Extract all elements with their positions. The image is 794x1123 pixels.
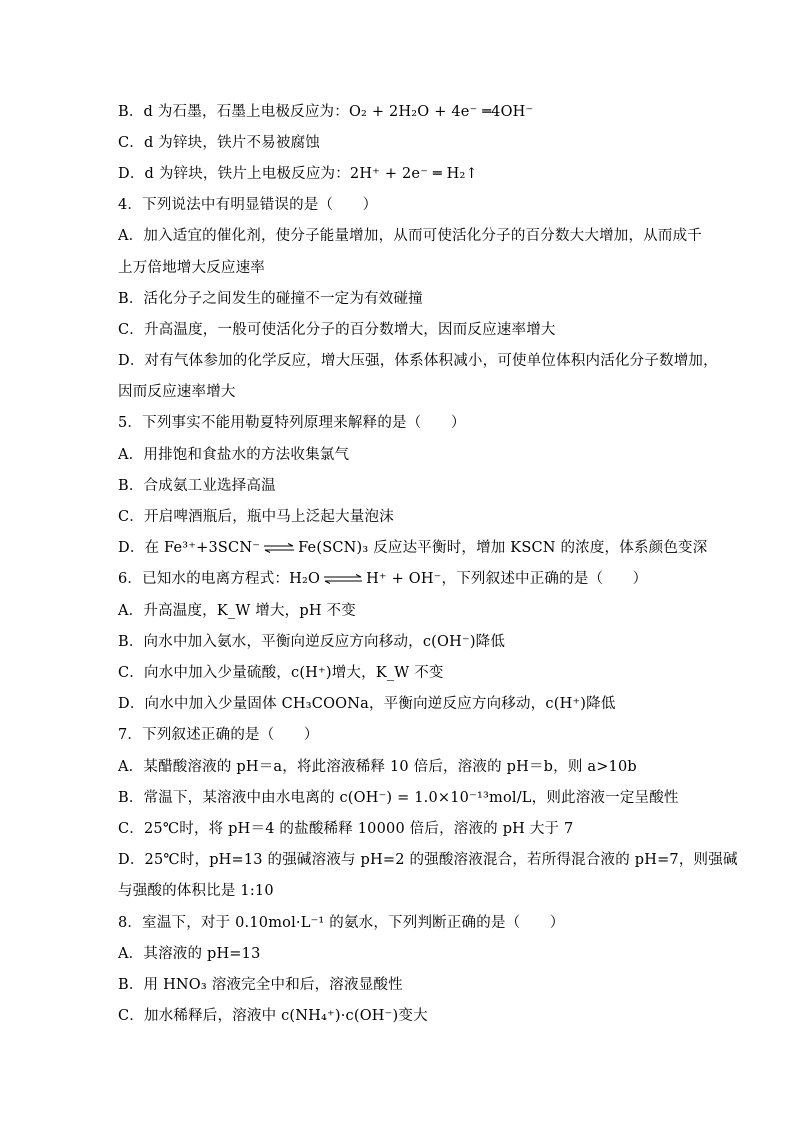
q8-stem: 8．室温下，对于 0.10mol·L⁻¹ 的氨水，下列判断正确的是（ ） bbox=[118, 915, 565, 931]
q3-option-c: C．d 为锌块，铁片不易被腐蚀 bbox=[118, 135, 320, 151]
q5-option-a: A．用排饱和食盐水的方法收集氯气 bbox=[118, 447, 350, 463]
q5-stem: 5．下列事实不能用勒夏特列原理来解释的是（ ） bbox=[118, 415, 466, 431]
q4-option-b: B．活化分子之间发生的碰撞不一定为有效碰撞 bbox=[118, 291, 423, 307]
q4-option-a-line1: A．加入适宜的催化剂，使分子能量增加，从而可使活化分子的百分数大大增加，从而成千 bbox=[118, 228, 702, 244]
q5-option-d-text-pre: D．在 Fe³⁺+3SCN⁻ bbox=[118, 540, 261, 556]
q5-option-d bbox=[118, 538, 707, 558]
q6-option-b: B．向水中加入氨水，平衡向逆反应方向移动，c(OH⁻)降低 bbox=[118, 634, 506, 650]
q7-option-b: B．常温下，某溶液中由水电离的 c(OH⁻) = 1.0×10⁻¹³mol/L，则此溶液一定呈酸性 bbox=[118, 790, 679, 806]
q6-option-c: C．向水中加入少量硫酸，c(H⁺)增大，K_W 不变 bbox=[118, 665, 444, 681]
q7-option-d-line2: 与强酸的体积比是 1:10 bbox=[118, 883, 274, 899]
q8-option-a: A．其溶液的 pH=13 bbox=[118, 946, 261, 962]
q5-option-b: B．合成氨工业选择高温 bbox=[118, 478, 276, 494]
q7-option-a: A．某醋酸溶液的 pH＝a，将此溶液稀释 10 倍后，溶液的 pH＝b，则 a>10b bbox=[118, 759, 637, 775]
q3-option-b: B．d 为石墨，石墨上电极反应为：O₂ + 2H₂O + 4e⁻ ═4OH⁻ bbox=[118, 104, 534, 120]
equilibrium-arrow-icon bbox=[263, 543, 295, 553]
q6-option-d: D．向水中加入少量固体 CH₃COONa，平衡向逆反应方向移动，c(H⁺)降低 bbox=[118, 696, 616, 712]
q4-option-d-line1: D．对有气体参加的化学反应，增大压强，体系体积减小，可使单位体积内活化分子数增加， bbox=[118, 353, 718, 369]
q4-option-a-line2: 上万倍地增大反应速率 bbox=[118, 260, 265, 276]
q8-option-b: B．用 HNO₃ 溶液完全中和后，溶液显酸性 bbox=[118, 977, 403, 993]
q6-stem-pre: 6．已知水的电离方程式：H₂O bbox=[118, 571, 321, 587]
q6-option-a: A．升高温度，K_W 增大，pH 不变 bbox=[118, 603, 356, 619]
q7-stem: 7．下列叙述正确的是（ ） bbox=[118, 727, 319, 743]
q7-option-c: C．25℃时，将 pH＝4 的盐酸稀释 10000 倍后，溶液的 pH 大于 7 bbox=[118, 821, 574, 837]
q4-stem: 4．下列说法中有明显错误的是（ ） bbox=[118, 197, 378, 213]
equilibrium-arrow-icon bbox=[323, 574, 363, 584]
q6-stem-post: H⁺ + OH⁻，下列叙述中正确的是（ ） bbox=[366, 571, 648, 587]
q5-option-d-text-post: Fe(SCN)₃ 反应达平衡时，增加 KSCN 的浓度，体系颜色变深 bbox=[298, 540, 708, 556]
q4-option-d-line2: 因而反应速率增大 bbox=[118, 384, 236, 400]
q3-option-d: D．d 为锌块，铁片上电极反应为：2H⁺ + 2e⁻ ═ H₂↑ bbox=[118, 166, 478, 182]
q4-option-c: C．升高温度，一般可使活化分子的百分数增大，因而反应速率增大 bbox=[118, 322, 556, 338]
q6-stem bbox=[118, 569, 647, 589]
q8-option-c: C．加水稀释后，溶液中 c(NH₄⁺)·c(OH⁻)变大 bbox=[118, 1008, 428, 1024]
q7-option-d-line1: D．25℃时，pH=13 的强碱溶液与 pH=2 的强酸溶液混合，若所得混合液的 pH=7，则强碱 bbox=[118, 852, 738, 868]
q5-option-c: C．开启啤酒瓶后，瓶中马上泛起大量泡沫 bbox=[118, 509, 394, 525]
